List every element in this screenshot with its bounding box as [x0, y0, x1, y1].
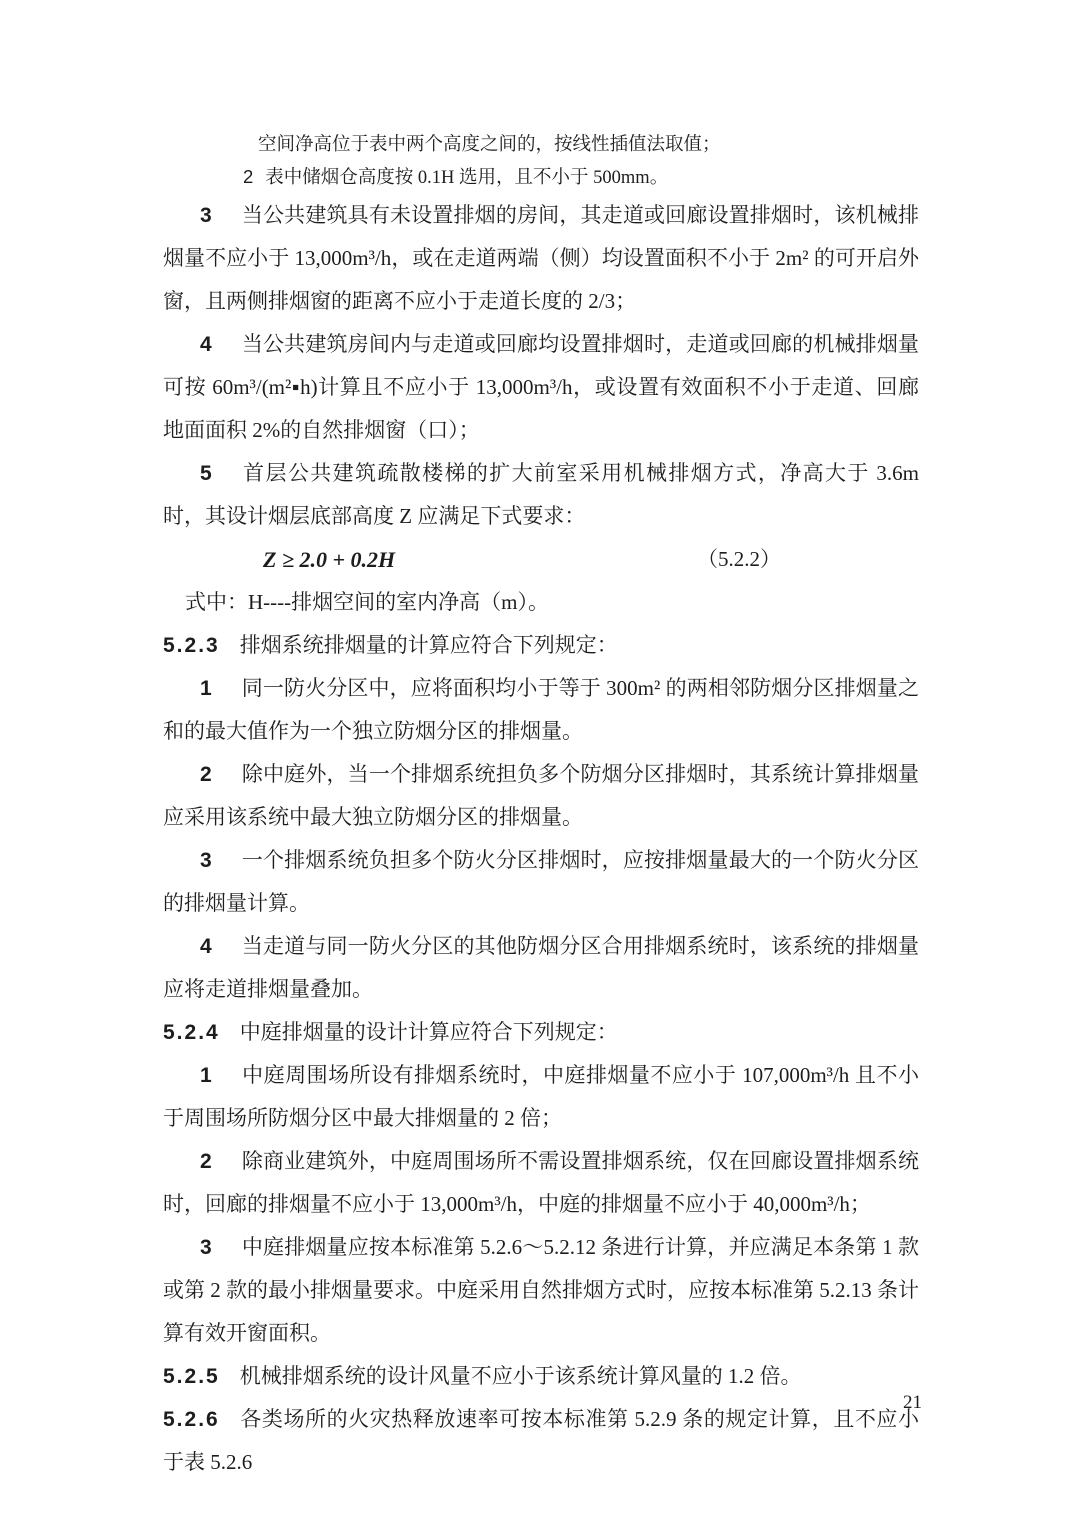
item-number: 3	[200, 849, 212, 872]
where-clause	[163, 581, 919, 624]
list-item-paragraph	[163, 925, 919, 1011]
note-number: 2	[243, 166, 254, 187]
list-item-paragraph	[163, 667, 919, 753]
item-number: 2	[200, 763, 212, 786]
formula-expression: Z ≥ 2.0 + 0.2H	[263, 547, 396, 572]
clause-paragraph	[163, 1398, 919, 1484]
clause-text: 各类场所的火灾热释放速率可按本标准第 5.2.9 条的规定计算，且不应小于表 5.2.6	[163, 1407, 919, 1474]
note-line	[163, 161, 919, 194]
document-content	[163, 130, 919, 1484]
list-item-paragraph	[163, 323, 919, 452]
clause-number: 5.2.4	[163, 1021, 220, 1044]
formula-reference: （5.2.2）	[697, 547, 781, 571]
item-text: 当公共建筑房间内与走道或回廊均设置排烟时，走道或回廊的机械排烟量可按 60m³/(m²▪h)计算且不应小于 13,000m³/h，或设置有效面积不小于走道、回廊地面面积 2%的自然排烟窗（口）；	[163, 332, 919, 442]
item-text: 当公共建筑具有未设置排烟的房间，其走道或回廊设置排烟时，该机械排烟量不应小于 13,000m³/h，或在走道两端（侧）均设置面积不小于 2m² 的可开启外窗，且两侧排烟窗的距离不应小于走道长度的 2/3；	[163, 203, 919, 313]
list-item-paragraph	[163, 194, 919, 323]
where-text: 式中：H----排烟空间的室内净高（m）。	[185, 590, 549, 614]
item-text: 当走道与同一防火分区的其他防烟分区合用排烟系统时，该系统的排烟量应将走道排烟量叠加。	[163, 934, 919, 1001]
note-text: 空间净高位于表中两个高度之间的，按线性插值法取值；	[258, 135, 721, 155]
list-item-paragraph	[163, 1140, 919, 1226]
item-text: 一个排烟系统负担多个防火分区排烟时，应按排烟量最大的一个防火分区的排烟量计算。	[163, 848, 919, 915]
item-text: 除中庭外，当一个排烟系统担负多个防烟分区排烟时，其系统计算排烟量应采用该系统中最大独立防烟分区的排烟量。	[163, 762, 919, 829]
formula-line	[163, 538, 919, 581]
clause-number: 5.2.6	[163, 1408, 220, 1431]
item-number: 4	[200, 333, 212, 356]
clause-paragraph	[163, 1355, 919, 1398]
page-number: 21	[903, 1392, 922, 1413]
item-text: 除商业建筑外，中庭周围场所不需设置排烟系统，仅在回廊设置排烟系统时，回廊的排烟量不应小于 13,000m³/h，中庭的排烟量不应小于 40,000m³/h；	[163, 1149, 919, 1216]
clause-paragraph	[163, 624, 919, 667]
item-text: 中庭周围场所设有排烟系统时，中庭排烟量不应小于 107,000m³/h 且不小于周围场所防烟分区中最大排烟量的 2 倍；	[163, 1063, 919, 1130]
list-item-paragraph	[163, 753, 919, 839]
list-item-paragraph	[163, 452, 919, 538]
item-text: 中庭排烟量应按本标准第 5.2.6～5.2.12 条进行计算，并应满足本条第 1 款或第 2 款的最小排烟量要求。中庭采用自然排烟方式时，应按本标准第 5.2.13 条计算有效开窗面积。	[163, 1235, 919, 1345]
item-number: 3	[200, 204, 212, 227]
item-number: 4	[200, 935, 212, 958]
item-number: 5	[200, 462, 212, 485]
list-item-paragraph	[163, 839, 919, 925]
item-number: 1	[200, 1064, 212, 1087]
clause-text: 中庭排烟量的设计计算应符合下列规定：	[239, 1020, 618, 1044]
note-line	[163, 130, 919, 161]
clause-paragraph	[163, 1011, 919, 1054]
clause-text: 机械排烟系统的设计风量不应小于该系统计算风量的 1.2 倍。	[239, 1364, 802, 1388]
item-number: 2	[200, 1150, 212, 1173]
item-number: 1	[200, 677, 212, 700]
item-text: 同一防火分区中，应将面积均小于等于 300m² 的两相邻防烟分区排烟量之和的最大值作为一个独立防烟分区的排烟量。	[163, 676, 919, 743]
clause-number: 5.2.5	[163, 1365, 220, 1388]
list-item-paragraph	[163, 1054, 919, 1140]
clause-text: 排烟系统排烟量的计算应符合下列规定：	[239, 633, 618, 657]
clause-number: 5.2.3	[163, 634, 220, 657]
item-text: 首层公共建筑疏散楼梯的扩大前室采用机械排烟方式，净高大于 3.6m 时，其设计烟层底部高度 Z 应满足下式要求：	[163, 461, 919, 528]
item-number: 3	[200, 1236, 212, 1259]
note-text: 表中储烟仓高度按 0.1H 选用，且不小于 500mm。	[265, 168, 669, 188]
list-item-paragraph	[163, 1226, 919, 1355]
